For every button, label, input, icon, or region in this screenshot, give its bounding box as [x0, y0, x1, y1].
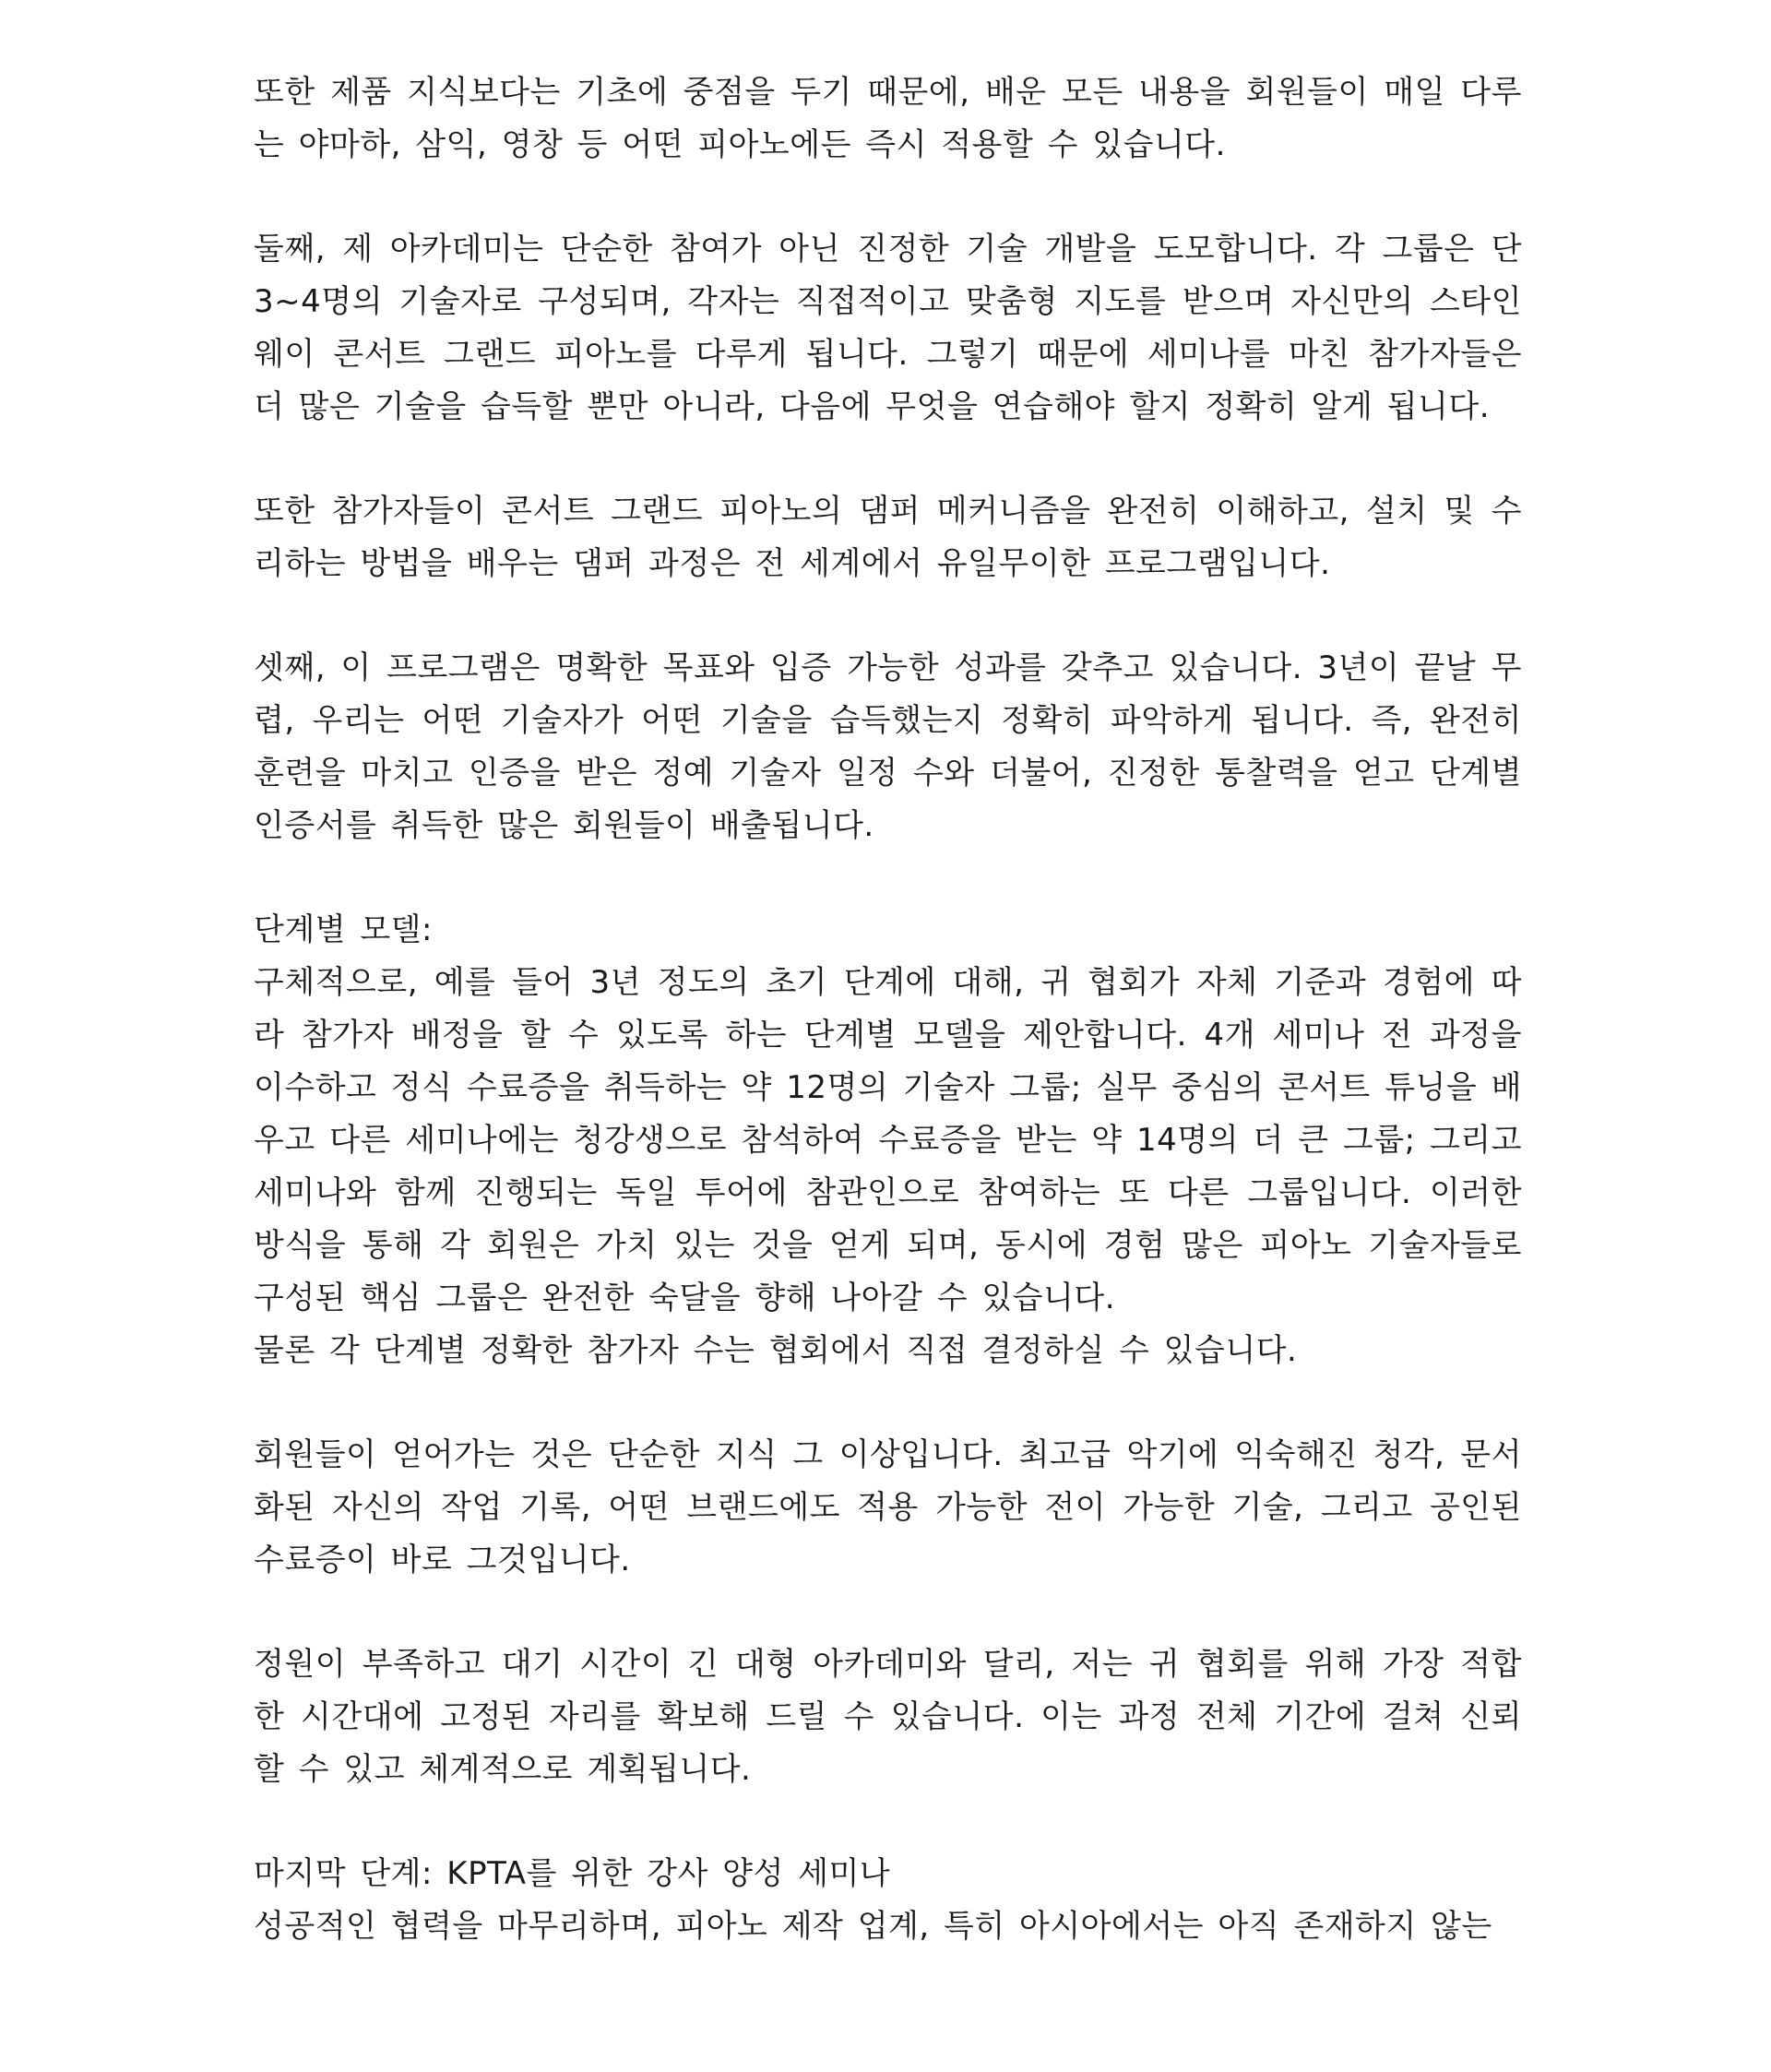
section-heading-tiered-model: 단계별 모델:: [254, 911, 433, 948]
paragraph-line: 회원들이 얻어가는 것은 단순한 지식 그 이상입니다. 최고급 악기에 익숙해진 청각, 문서화된 자신의 작업 기록, 어떤 브랜드에도 적용 가능한 전이 가능한 기술, 그리고 공인된 수료증이 바로 그것입니다.: [254, 1436, 1522, 1578]
section-heading-final-stage: 마지막 단계: KPTA를 위한 강사 양성 세미나: [254, 1855, 891, 1892]
paragraph-foundation-focus: [254, 66, 1522, 172]
paragraph-line: 둘째, 제 아카데미는 단순한 참여가 아닌 진정한 기술 개발을 도모합니다. 각 그룹은 단 3~4명의 기술자로 구성되며, 각자는 직접적이고 맞춤형 지도를 받으며 자신만의 스타인웨이 콘서트 그랜드 피아노를 다루게 됩니다. 그렇기 때문에 세미나를 마친 참가자들은 더 많은 기술을 습득할 뿐만 아니라, 다음에 무엇을 연습해야 할지 정확히 알게 됩니다.: [254, 231, 1522, 425]
paragraph-clear-goals: [254, 642, 1522, 852]
paragraph-damper-course: [254, 485, 1522, 590]
paragraph-line: 구체적으로, 예를 들어 3년 정도의 초기 단계에 대해, 귀 협회가 자체 기준과 경험에 따라 참가자 배정을 할 수 있도록 하는 단계별 모델을 제안합니다. 4개 세미나 전 과정을 이수하고 정식 수료증을 취득하는 약 12명의 기술자 그룹; 실무 중심의 콘서트 튜닝을 배우고 다른 세미나에는 청강생으로 참석하여 수료증을 받는 약 14명의 더 큰 그룹; 그리고 세미나와 함께 진행되는 독일 투어에 참관인으로 참여하는 또 다른 그룹입니다. 이러한 방식을 통해 각 회원은 가치 있는 것을 얻게 되며, 동시에 경험 많은 피아노 기술자들로 구성된 핵심 그룹은 완전한 숙달을 향해 나아갈 수 있습니다.: [254, 964, 1523, 1316]
paragraph-line: 물론 각 단계별 정확한 참가자 수는 협회에서 직접 결정하실 수 있습니다.: [254, 1332, 1298, 1369]
paragraph-final-stage: [254, 1848, 1522, 1953]
paragraph-tiered-model: [254, 904, 1522, 1377]
paragraph-line: 또한 참가자들이 콘서트 그랜드 피아노의 댐퍼 메커니즘을 완전히 이해하고, 설치 및 수리하는 방법을 배우는 댐퍼 과정은 전 세계에서 유일무이한 프로그램입니다.: [254, 493, 1522, 582]
paragraph-fixed-slots: [254, 1638, 1522, 1796]
paragraph-line: 성공적인 협력을 마무리하며, 피아노 제작 업계, 특히 아시아에서는 아직 존재하지 않는: [254, 1908, 1492, 1945]
paragraph-line: 셋째, 이 프로그램은 명확한 목표와 입증 가능한 성과를 갖추고 있습니다. 3년이 끝날 무렵, 우리는 어떤 기술자가 어떤 기술을 습득했는지 정확히 파악하게 됩니다. 즉, 완전히 훈련을 마치고 인증을 받은 정예 기술자 일정 수와 더불어, 진정한 통찰력을 얻고 단계별 인증서를 취득한 많은 회원들이 배출됩니다.: [254, 649, 1522, 844]
paragraph-skill-development: [254, 223, 1522, 434]
document-page: [254, 66, 1522, 2005]
paragraph-line: 정원이 부족하고 대기 시간이 긴 대형 아카데미와 달리, 저는 귀 협회를 위해 가장 적합한 시간대에 고정된 자리를 확보해 드릴 수 있습니다. 이는 과정 전체 기간에 걸쳐 신뢰할 수 있고 체계적으로 계획됩니다.: [254, 1646, 1523, 1788]
paragraph-member-benefits: [254, 1429, 1522, 1587]
paragraph-line: 또한 제품 지식보다는 기초에 중점을 두기 때문에, 배운 모든 내용을 회원들이 매일 다루는 야마하, 삼익, 영창 등 어떤 피아노에든 즉시 적용할 수 있습니다.: [254, 74, 1522, 163]
